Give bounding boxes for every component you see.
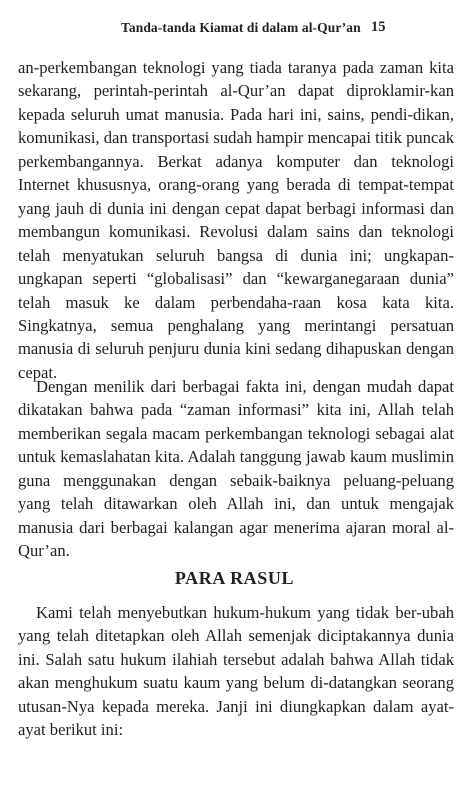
paragraph-continued: an-perkembangan teknologi yang tiada taranya pada zaman kita sekarang, perintah-perintah al-Qur’an dapat diproklamir-kan kepada seluruh umat manusia. Pada hari ini, sains, pendi-dikan, komunikasi, dan transportasi sudah hampir mencapai titik puncak perkembangannya. Berkat adanya komputer dan teknologi Internet khususnya, orang-orang yang berada di tempat-tempat yang jauh di dunia ini dengan cepat dapat berbagi informasi dan membangun komunikasi. Revolusi dalam sains dan teknologi telah menyatukan seluruh bangsa di dunia ini; ungkapan-ungkapan seperti “globalisasi” dan “kewarganegaraan dunia” telah masuk ke dalam perbendaha-raan kosa kata kita. Singkatnya, semua penghalang yang merintangi persatuan manusia di seluruh penjuru dunia kini sedang dihapuskan dengan cepat.	[18, 58, 454, 382]
page-number: 15	[371, 19, 386, 35]
section-heading: PARA RASUL	[174, 568, 295, 588]
running-title: Tanda-tanda Kiamat di dalam al-Qur’an	[121, 20, 361, 35]
paragraph-information-age: Dengan menilik dari berbagai fakta ini, dengan mudah dapat dikatakan bahwa pada “zaman informasi” kita ini, Allah telah memberikan segala macam perkembangan teknologi sebagai alat untuk kemaslahatan kita. Adalah tanggung jawab kaum muslimin guna menggunakan dengan sebaik-baiknya peluang-peluang yang telah ditawarkan oleh Allah ini, dan untuk mengajak manusia dari berbagai kalangan agar menerima ajaran moral al-Qur’an.	[18, 377, 454, 561]
paragraph-messengers: Kami telah menyebutkan hukum-hukum yang tidak ber-ubah yang telah ditetapkan oleh Allah semenjak diciptakannya dunia ini. Salah satu hukum ilahiah tersebut adalah bahwa Allah tidak akan menghukum suatu kaum yang belum di-datangkan seorang utusan-Nya kepada mereka. Janji ini diungkapkan dalam ayat-ayat berikut ini:	[18, 603, 454, 740]
running-header	[0, 16, 469, 40]
